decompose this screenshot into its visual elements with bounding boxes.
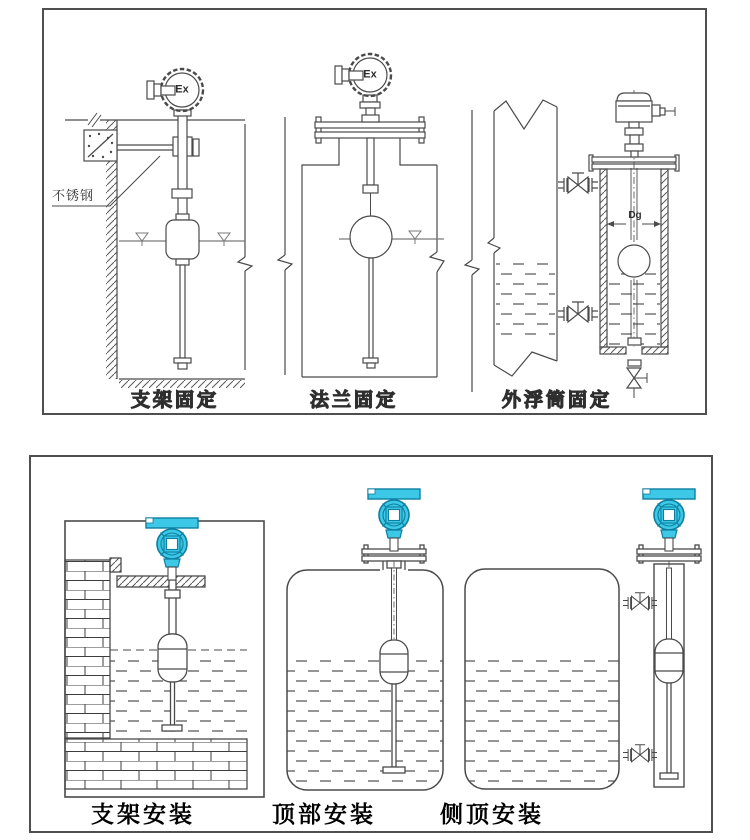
caption-bracket-installation: 支架安装	[91, 801, 195, 827]
drawing-flange-fixing	[278, 54, 479, 392]
ex-marking-a: Ex	[175, 83, 189, 96]
transmitter-head-e	[368, 489, 420, 551]
process-vessel	[488, 100, 557, 376]
float-a	[166, 214, 199, 369]
stainless-steel-label: 不锈钢	[52, 188, 95, 203]
level-symbol-b	[409, 231, 421, 244]
caption-top-installation: 顶部安装	[272, 801, 376, 827]
ex-marking-b: Ex	[363, 68, 377, 81]
isolation-valve-bottom-icon	[558, 302, 598, 322]
drawing-bracket-fixing	[52, 69, 252, 388]
connection-valve-top-icon	[623, 593, 657, 610]
installation-methods-drawing	[31, 457, 711, 831]
installation-methods-panel	[29, 455, 713, 833]
transmitter-head-c	[616, 93, 675, 157]
support-shelf	[117, 576, 205, 587]
brick-wall	[65, 560, 110, 738]
isolation-valve-top-icon	[558, 173, 598, 193]
drain-valve-icon	[627, 360, 647, 398]
connection-valve-bottom-icon	[623, 745, 657, 762]
pipe-diameter-label: Dg	[628, 210, 642, 221]
caption-side-top-installation: 侧顶安装	[440, 801, 544, 827]
float-ball-b	[350, 216, 392, 368]
caption-external-chamber-fixing: 外浮筒固定	[501, 390, 613, 411]
drawing-bracket-installation	[65, 518, 264, 797]
drawing-external-chamber-fixing	[488, 90, 679, 398]
transmitter-head-f	[643, 489, 695, 551]
tank-liquid-f	[465, 659, 619, 787]
brick-floor	[65, 739, 247, 789]
caption-bracket-fixing: 支架固定	[130, 390, 220, 411]
float-ball-c	[618, 245, 650, 277]
tank-liquid-e	[287, 660, 443, 788]
caption-flange-fixing: 法兰固定	[309, 390, 399, 411]
fixing-methods-panel	[42, 8, 707, 415]
drawing-top-installation	[287, 489, 443, 790]
drawing-side-top-installation	[465, 489, 701, 789]
wall-ledge	[110, 558, 121, 572]
